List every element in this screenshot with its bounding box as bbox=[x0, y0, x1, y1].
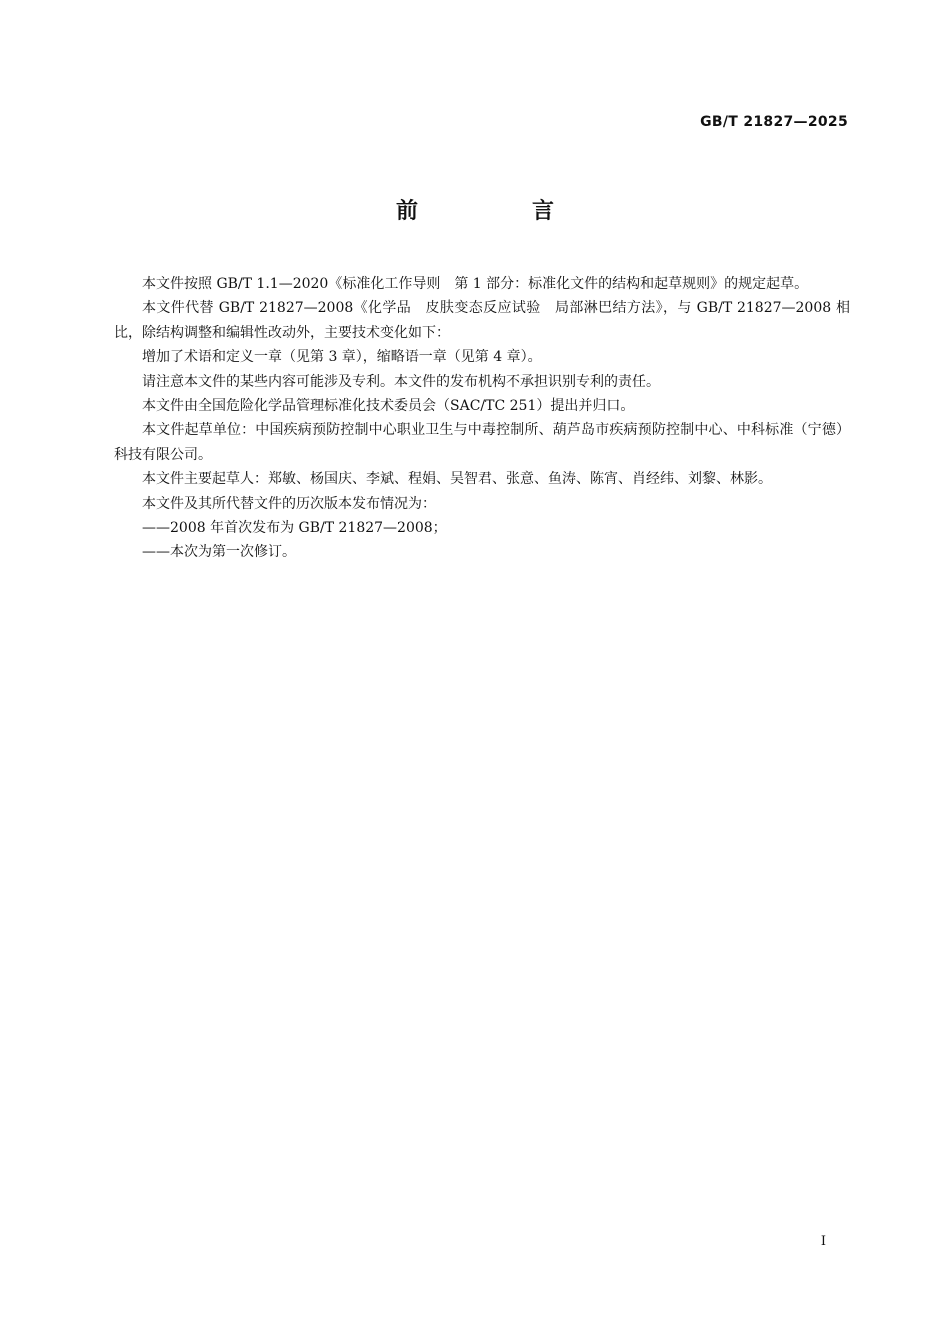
paragraph-replacement: 本文件代替 GB/T 21827—2008《化学品 皮肤变态反应试验 局部淋巴结方法》，与 GB/T 21827—2008 相比，除结构调整和编辑性改动外，主要技术变化如下： bbox=[114, 300, 850, 341]
paragraph-drafting-units: 本文件起草单位：中国疾病预防控制中心职业卫生与中毒控制所、葫芦岛市疾病预防控制中心、中科标准（宁德）科技有限公司。 bbox=[114, 422, 850, 463]
history-item-current: ——本次为第一次修订。 bbox=[142, 544, 296, 561]
paragraph-drafting-rules: 本文件按照 GB/T 1.1—2020《标准化工作导则 第 1 部分：标准化文件的结构和起草规则》的规定起草。 bbox=[142, 276, 809, 292]
page-number: I bbox=[820, 1234, 826, 1249]
page-title: 前 言 bbox=[395, 199, 600, 224]
foreword-body bbox=[114, 272, 850, 565]
paragraph-version-history: 本文件及其所代替文件的历次版本发布情况为： bbox=[142, 495, 436, 512]
paragraph-drafters: 本文件主要起草人：郑敏、杨国庆、李斌、程娟、吴智君、张意、鱼涛、陈宵、肖经纬、刘黎、林影。 bbox=[142, 471, 772, 488]
standard-code: GB/T 21827—2025 bbox=[700, 114, 848, 130]
paragraph-proposer: 本文件由全国危险化学品管理标准化技术委员会（SAC/TC 251）提出并归口。 bbox=[142, 398, 635, 415]
paragraph-technical-changes: 增加了术语和定义一章（见第 3 章），缩略语一章（见第 4 章）。 bbox=[142, 349, 542, 366]
paragraph-patent-notice: 请注意本文件的某些内容可能涉及专利。本文件的发布机构不承担识别专利的责任。 bbox=[142, 373, 660, 390]
history-item-2008: ——2008 年首次发布为 GB/T 21827—2008； bbox=[142, 520, 447, 537]
